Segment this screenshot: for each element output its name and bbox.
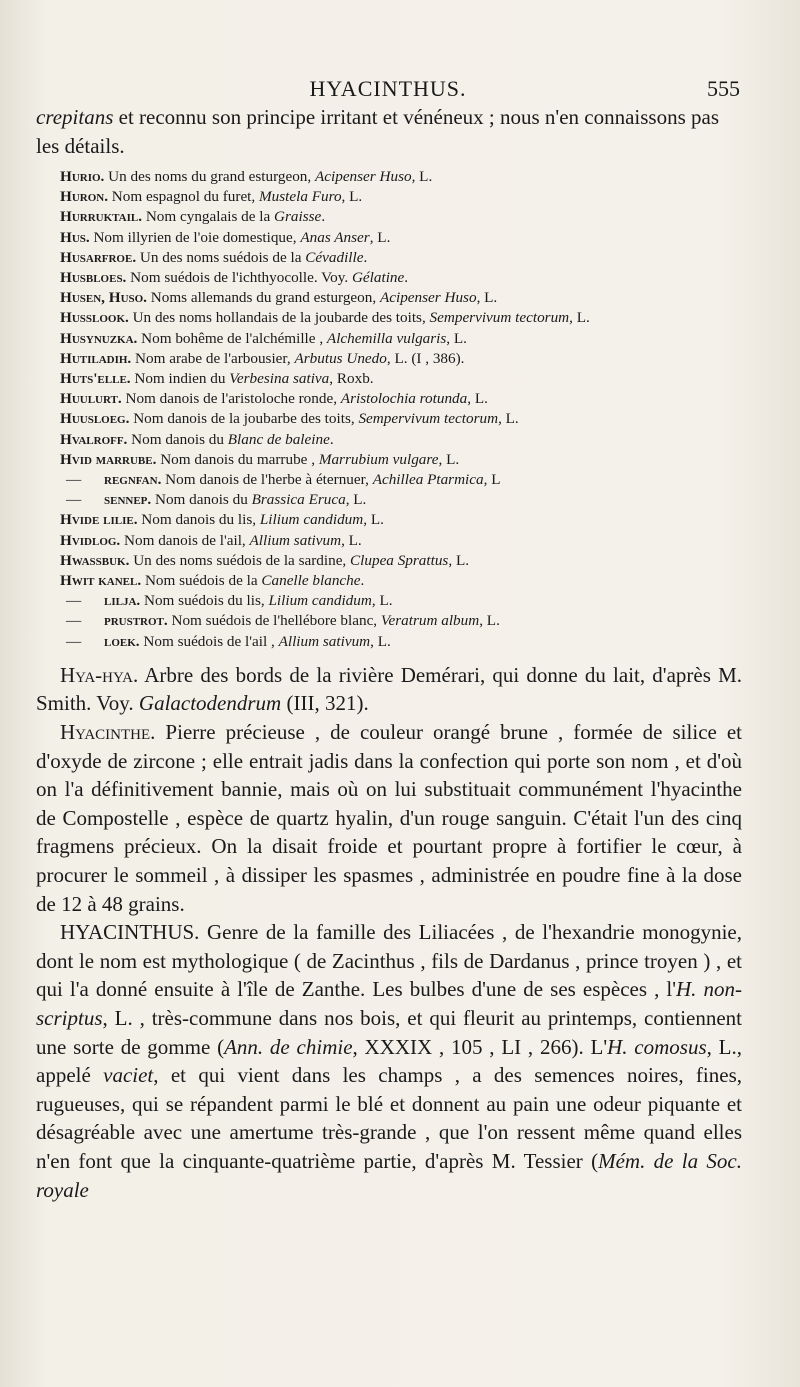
running-head: HYACINTHUS. (309, 76, 467, 101)
entry-headword: regnfan. (104, 471, 162, 489)
entry-dash: — (66, 491, 82, 509)
entry-text: , L. (476, 289, 498, 307)
entry-headword: Hvalroff. (60, 430, 128, 448)
dictionary-entry (36, 187, 742, 207)
dictionary-entry (36, 591, 742, 611)
dictionary-entry (36, 551, 742, 571)
entry-hyacinthe (36, 718, 742, 918)
entry-latin: Acipenser Huso (379, 289, 477, 307)
entry-headword: Hus. (60, 228, 90, 246)
dictionary-entry (36, 632, 742, 652)
entry-headword: Husslook. (60, 309, 129, 327)
entry-dash: — (66, 592, 82, 610)
entry-text: , L. (569, 309, 590, 327)
entry-text: Nom danois du lis, (137, 511, 260, 529)
entry-text: Nom danois du (151, 491, 252, 509)
entry-headword: Husynuzka. (60, 329, 138, 347)
entry-dash: — (66, 632, 82, 650)
dictionary-entry (36, 268, 742, 288)
entry-latin: Arbutus Unedo (294, 349, 387, 367)
dictionary-entry (36, 288, 742, 308)
dictionary-entry (36, 308, 742, 328)
entry-text: , L. (341, 188, 363, 206)
entry-text: Nom indien du (130, 370, 230, 388)
intro-lead: crepitans (36, 105, 114, 129)
entry-text: , L. (467, 390, 488, 408)
entry-latin: Mustela Furo (259, 188, 342, 206)
dictionary-entry (36, 470, 742, 490)
page-content (36, 103, 742, 1204)
entry-text: Nom suédois de l'ichthyocolle. Voy. (126, 269, 352, 287)
entry-latin: Alchemilla vulgaris (326, 329, 447, 347)
entry-text: Nom danois de la joubarbe des toits, (129, 410, 359, 428)
dictionary-entry (36, 611, 742, 631)
dictionary-entry (36, 167, 742, 187)
entry-headword: Husen, Huso. (60, 289, 147, 307)
entry-text: , L. (341, 531, 362, 549)
entry-text: Nom suédois de la (141, 572, 262, 590)
entry-headword: Hvide lilie. (60, 511, 138, 529)
entry-latin: Allium sativum (249, 531, 342, 549)
entry-text: Nom danois du marrube , (156, 450, 319, 468)
entry-latin: Brassica Eruca (251, 491, 346, 509)
dictionary-entry (36, 369, 742, 389)
entry-headword: Hyacinthe. (60, 720, 156, 745)
entry-headword: Hurruktail. (60, 208, 143, 226)
entry-latin: Lilium candidum (259, 511, 364, 529)
entry-text: , L. (438, 450, 460, 468)
page-header (36, 76, 740, 102)
dictionary-entry (36, 531, 742, 551)
entry-headword: Hvid marrube. (60, 450, 157, 468)
entry-headword: lilja. (104, 592, 141, 610)
entry-text: . (404, 269, 409, 287)
entry-latin: Anas Anser (300, 228, 370, 246)
entry-text: , et qui vient dans les champs , a des semences noires, fines, rugueuses, qui se répandent parmi le blé et donnent au pain une odeur piquante et désagréable avec une amertume très-grande , que l'on ressent même quand elles n'en font que la cinquante-quatrième partie, d'après M. Tessier ( (36, 1063, 742, 1173)
entry-text: , L. (448, 551, 470, 569)
entry-text: , Roxb. (329, 370, 374, 388)
entry-latin: Veratrum album (380, 612, 480, 630)
dictionary-entry (36, 228, 742, 248)
entry-text: Nom danois de l'ail, (120, 531, 250, 549)
dictionary-entry (36, 207, 742, 227)
intro-text: et reconnu son principe irritant et vénéneux ; nous n'en connaissons pas les détails. (36, 105, 720, 158)
entry-latin: Lilium candidum (268, 592, 372, 610)
entry-headword: Hutiladih. (60, 349, 132, 367)
entry-text: . (321, 208, 326, 226)
entry-text: Nom cyngalais de la (142, 208, 275, 226)
dictionary-entry (36, 329, 742, 349)
entry-text: Nom suédois de l'ail , (139, 632, 279, 650)
entry-headword: Hwit kanel. (60, 572, 142, 590)
entry-text: Nom illyrien de l'oie domestique, (89, 228, 301, 246)
entry-text: Nom suédois de l'hellébore blanc, (167, 612, 381, 630)
entry-text: Un des noms suédois de la sardine, (129, 551, 351, 569)
dictionary-entry (36, 389, 742, 409)
entry-text: Nom suédois du lis, (140, 592, 269, 610)
entry-text: Nom danois de l'herbe à éternuer, (161, 471, 373, 489)
entry-latin: H. comosus (607, 1034, 707, 1059)
dictionary-entry (36, 450, 742, 470)
entry-headword: prustrot. (104, 612, 168, 630)
entry-headword: Huron. (60, 188, 108, 206)
page-number: 555 (707, 76, 740, 101)
entry-latin: Ann. de chimie (224, 1034, 353, 1059)
entry-text: Nom danois de l'aristoloche ronde, (121, 390, 341, 408)
entry-headword: Hwassbuk. (60, 551, 130, 569)
entry-text: Un des noms suédois de la (136, 248, 306, 266)
entry-headword: sennep. (104, 491, 152, 509)
entry-text: , L. (498, 410, 519, 428)
entry-latin: Achillea Ptarmica (372, 471, 484, 489)
entry-text: , L., appelé (36, 1034, 742, 1088)
entry-text: , L (483, 471, 501, 489)
entry-latin: Allium sativum (278, 632, 371, 650)
dictionary-entry (36, 510, 742, 530)
entry-text: , L. (411, 168, 433, 185)
entry-headword: Hurio. (60, 168, 105, 185)
entry-latin: Verbesina sativa (229, 370, 330, 388)
entry-headword: Hvidlog. (60, 531, 121, 549)
dictionary-entries (36, 167, 742, 652)
entry-headword: Huusloeg. (60, 410, 130, 428)
entry-text: Un des noms du grand esturgeon, (104, 168, 315, 185)
entry-text: Nom bohême de l'alchémille , (137, 329, 327, 347)
entry-text: Noms allemands du grand esturgeon, (146, 289, 380, 307)
entry-latin: Canelle blanche (261, 572, 361, 590)
entry-dash: — (66, 471, 82, 489)
entry-text: , L. (371, 592, 393, 610)
entry-headword: Huts'elle. (60, 370, 131, 388)
entry-headword: Husarfroe. (60, 248, 137, 266)
entry-latin: H. non-scriptus (36, 977, 742, 1030)
entry-hyacinthus (36, 918, 742, 1204)
entry-text: , L. (345, 491, 367, 509)
entry-hya-hya (36, 661, 742, 718)
intro-paragraph (36, 103, 742, 161)
entry-latin: Blanc de baleine (227, 430, 330, 448)
entry-text: , L. (370, 632, 391, 650)
entry-headword: Hya-hya. (60, 662, 139, 687)
entry-text: Arbre des bords de la rivière Demérari, qui donne du lait, d'après M. Smith. Voy. (36, 662, 742, 716)
entry-text: Nom danois du (127, 430, 228, 448)
entry-latin: Aristolochia rotunda (340, 390, 468, 408)
entry-latin: Acipenser Huso (314, 168, 412, 185)
entry-latin: Gélatine (351, 269, 405, 287)
entry-latin: vaciet (103, 1063, 154, 1088)
entry-text: Nom arabe de l'arbousier, (131, 349, 295, 367)
dictionary-entry (36, 430, 742, 450)
entry-latin: Sempervivum tectorum (358, 410, 499, 428)
entry-dash: — (66, 612, 82, 630)
entry-text: , XXXIX , 105 , LI , 266). L' (352, 1034, 608, 1059)
entry-text: , L. (479, 612, 500, 630)
dictionary-entry (36, 248, 742, 268)
entry-latin: Mém. de la Soc. royale (36, 1148, 742, 1202)
entry-latin: Cévadille (305, 248, 364, 266)
dictionary-entry (36, 490, 742, 510)
entry-text: . (360, 572, 365, 590)
entry-latin: Sempervivum tectorum (429, 309, 570, 327)
dictionary-entry (36, 571, 742, 591)
entry-text: , L. (363, 511, 384, 529)
entry-headword: Huulurt. (60, 390, 122, 408)
entry-headword: Husbloes. (60, 269, 127, 287)
entry-text: Nom espagnol du furet, (108, 188, 259, 206)
entry-latin: Marrubium vulgare (318, 450, 439, 468)
entry-headword: loek. (104, 632, 140, 650)
entry-text: , L. (446, 329, 467, 347)
entry-latin: Clupea Sprattus (350, 551, 449, 569)
entry-text: , L. (I , 386). (386, 349, 465, 367)
entry-text: , L. , très-commune dans nos bois, et qui fleurit au printemps, contiennent une sorte de gomme ( (36, 1006, 742, 1059)
dictionary-entry (36, 409, 742, 429)
entry-text: Un des noms hollandais de la joubarde des toits, (128, 309, 430, 327)
entry-text: Pierre précieuse , de couleur orangé brune , formée de silice et d'oxyde de zircone ; elle entrait jadis dans la confection qui porte son nom , et d'où on l'a définitivement bannie, mais où on lui substituait communément l'hyacinthe de Compostelle , espèce de quartz hyalin, d'un rouge sanguin. C'était l'un des cinq fragmens précieux. On la disait froide et pourtant propre à fortifier le cœur, à procurer le sommeil , à dissiper les spasmes , administrée en poudre fine à la dose de 12 à 48 grains. (36, 720, 742, 916)
entry-text: . (329, 430, 334, 448)
entry-text: , L. (369, 228, 391, 246)
entry-text: (III, 321). (281, 691, 369, 716)
entry-latin: Galactodendrum (138, 691, 282, 716)
entry-text: . (363, 248, 368, 266)
entry-text: Genre de la famille des Liliacées , de l'hexandrie monogynie, dont le nom est mythologique ( de Zacinthus , fils de Dardanus , prince troyen ) , et qui l'a donné ensuite à l'île de Zanthe. Les bulbes d'une de ses espèces , l' (36, 920, 742, 1002)
entry-latin: Graisse (274, 208, 322, 226)
entry-headword: HYACINTHUS. (60, 920, 200, 945)
dictionary-entry (36, 349, 742, 369)
